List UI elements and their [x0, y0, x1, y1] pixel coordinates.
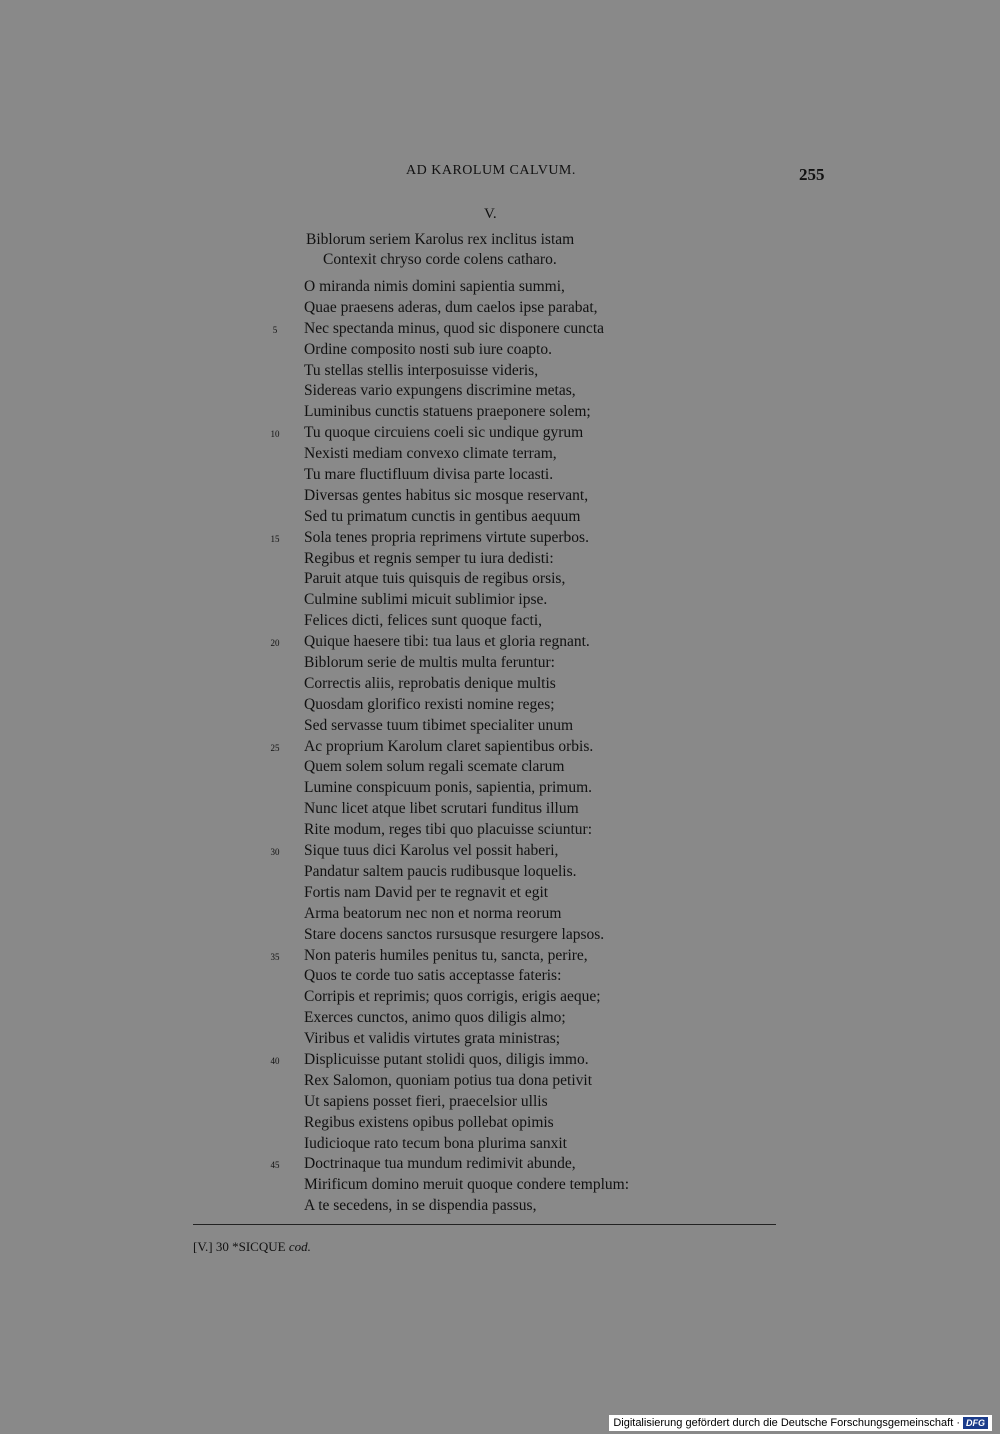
verse-text: Pandatur saltem paucis rudibusque loquelis.	[304, 862, 577, 880]
verse-text: Tu stellas stellis interposuisse videris,	[304, 361, 539, 379]
verse-text: Viribus et validis virtutes grata ministras;	[304, 1030, 561, 1048]
verse-line	[0, 277, 1000, 298]
verse-text: O miranda nimis domini sapientia summi,	[304, 278, 565, 295]
line-number: 35	[270, 951, 280, 962]
verse-line	[0, 674, 1000, 695]
verse-line	[0, 611, 1000, 632]
line-number: 30	[270, 847, 280, 858]
verse-line	[0, 1050, 1000, 1071]
verse-line	[0, 778, 1000, 799]
verse-text: Non pateris humiles penitus tu, sancta, perire,	[304, 946, 588, 964]
verse-line	[0, 946, 1000, 967]
verse-line	[0, 423, 1000, 444]
verse-text: Nec spectanda minus, quod sic disponere cuncta	[304, 319, 605, 337]
verse-line	[0, 1029, 1000, 1050]
dfg-logo: DFG	[963, 1417, 988, 1429]
verse-text: Doctrinaque tua mundum redimivit abunde,	[304, 1155, 576, 1173]
verse-text: Tu mare fluctifluum divisa parte locasti.	[304, 466, 554, 484]
preface-line: Biblorum seriem Karolus rex inclitus istam	[306, 231, 575, 248]
verse-text: Sed servasse tuum tibimet specialiter unum	[304, 716, 574, 734]
verse-text: Ordine composito nosti sub iure coapto.	[304, 340, 552, 358]
verse-line	[0, 1113, 1000, 1134]
verse-line	[0, 590, 1000, 611]
verse-line	[0, 1134, 1000, 1155]
verse-line	[0, 340, 1000, 361]
verse-text: Quem solem solum regali scemate clarum	[304, 758, 565, 776]
verse-line	[0, 361, 1000, 382]
verse-text: Lumine conspicuum ponis, sapientia, primum.	[304, 779, 592, 797]
verse-text: Fortis nam David per te regnavit et egit	[304, 883, 549, 901]
line-number: 40	[270, 1055, 280, 1066]
preface-couplet	[306, 230, 574, 270]
section-title: V.	[484, 206, 497, 222]
verse-text: Luminibus cunctis statuens praeponere solem;	[304, 403, 591, 421]
verse-text: Exerces cunctos, animo quos diligis almo;	[304, 1009, 566, 1027]
verse-line	[0, 1071, 1000, 1092]
verse-text: Ut sapiens posset fieri, praecelsior ullis	[304, 1092, 548, 1110]
verse-text: Quosdam glorifico rexisti nomine reges;	[304, 695, 555, 713]
verse-line	[0, 925, 1000, 946]
verse-text: Tu quoque circuiens coeli sic undique gyrum	[304, 424, 584, 442]
footnote-abbr: cod.	[288, 1239, 311, 1254]
verse-text: Nunc licet atque libet scrutari funditus illum	[304, 800, 579, 818]
verse-line	[0, 1154, 1000, 1175]
footnote-ref: [V.] 30 *SICQUE	[193, 1239, 286, 1254]
verse-text: Rite modum, reges tibi quo placuisse sciuntur:	[304, 821, 592, 839]
verse-text: Quique haesere tibi: tua laus et gloria regnant.	[304, 633, 590, 651]
verse-block	[0, 277, 1000, 1217]
verse-text: Paruit atque tuis quisquis de regibus orsis,	[304, 570, 566, 588]
line-number: 25	[270, 742, 280, 753]
verse-line	[0, 653, 1000, 674]
verse-text: Biblorum serie de multis multa feruntur:	[304, 654, 555, 672]
verse-text: Sola tenes propria reprimens virtute superbos.	[304, 528, 589, 546]
verse-text: Displicuisse putant stolidi quos, diligis immo.	[304, 1050, 589, 1068]
line-number: 10	[270, 429, 280, 440]
page-number: 255	[799, 165, 825, 184]
preface-line: Contexit chryso corde colens catharo.	[323, 251, 557, 268]
verse-line	[0, 695, 1000, 716]
line-number: 20	[270, 638, 280, 649]
verse-line	[0, 298, 1000, 319]
verse-text: Iudicioque rato tecum bona plurima sanxit	[304, 1134, 567, 1152]
verse-line	[0, 1092, 1000, 1113]
running-head: AD KAROLUM CALVUM.	[406, 163, 576, 178]
dfg-credit-text: Digitalisierung gefördert durch die Deutsche Forschungsgemeinschaft ·	[613, 1417, 960, 1429]
verse-line	[0, 799, 1000, 820]
verse-line	[0, 966, 1000, 987]
verse-line	[0, 1008, 1000, 1029]
verse-line	[0, 757, 1000, 778]
line-number: 45	[270, 1160, 280, 1171]
verse-line	[0, 737, 1000, 758]
verse-line	[0, 1175, 1000, 1196]
verse-text: Ac proprium Karolum claret sapientibus orbis.	[304, 737, 594, 755]
verse-line	[0, 883, 1000, 904]
verse-line	[0, 528, 1000, 549]
footnote-rule	[193, 1224, 776, 1225]
verse-text: Regibus existens opibus pollebat opimis	[304, 1113, 554, 1131]
verse-line	[0, 381, 1000, 402]
verse-line	[0, 402, 1000, 423]
verse-line	[0, 319, 1000, 340]
footnote	[193, 1239, 311, 1255]
verse-line	[0, 569, 1000, 590]
verse-line	[0, 1196, 1000, 1217]
verse-text: Mirificum domino meruit quoque condere templum:	[304, 1176, 630, 1194]
verse-text: Felices dicti, felices sunt quoque facti,	[304, 612, 543, 630]
line-number: 15	[270, 533, 280, 544]
verse-text: Arma beatorum nec non et norma reorum	[304, 904, 562, 922]
verse-text: Rex Salomon, quoniam potius tua dona petivit	[304, 1071, 593, 1089]
verse-text: Correctis aliis, reprobatis denique multis	[304, 674, 556, 692]
verse-text: Regibus et regnis semper tu iura dedisti:	[304, 549, 554, 567]
verse-text: Culmine sublimi micuit sublimior ipse.	[304, 591, 548, 609]
verse-line	[0, 841, 1000, 862]
verse-line	[0, 820, 1000, 841]
verse-line	[0, 904, 1000, 925]
verse-line	[0, 507, 1000, 528]
verse-line	[0, 465, 1000, 486]
verse-text: Quos te corde tuo satis acceptasse fateris:	[304, 967, 562, 985]
verse-line	[0, 549, 1000, 570]
verse-text: Sique tuus dici Karolus vel possit haberi,	[304, 842, 559, 860]
verse-text: Sidereas vario expungens discrimine metas,	[304, 382, 576, 400]
verse-text: Stare docens sanctos rursusque resurgere lapsos.	[304, 925, 605, 943]
verse-line	[0, 862, 1000, 883]
verse-line	[0, 716, 1000, 737]
verse-text: Quae praesens aderas, dum caelos ipse parabat,	[304, 298, 598, 316]
verse-line	[0, 632, 1000, 653]
line-number: 5	[272, 324, 278, 335]
verse-line	[0, 444, 1000, 465]
verse-text: Diversas gentes habitus sic mosque reservant,	[304, 486, 589, 504]
verse-text: Sed tu primatum cunctis in gentibus aequum	[304, 507, 581, 525]
dfg-credit-footer	[609, 1415, 992, 1431]
verse-line	[0, 486, 1000, 507]
verse-text: Nexisti mediam convexo climate terram,	[304, 445, 557, 463]
verse-text: A te secedens, in se dispendia passus,	[304, 1197, 537, 1215]
verse-text: Corripis et reprimis; quos corrigis, erigis aeque;	[304, 988, 601, 1006]
verse-line	[0, 987, 1000, 1008]
